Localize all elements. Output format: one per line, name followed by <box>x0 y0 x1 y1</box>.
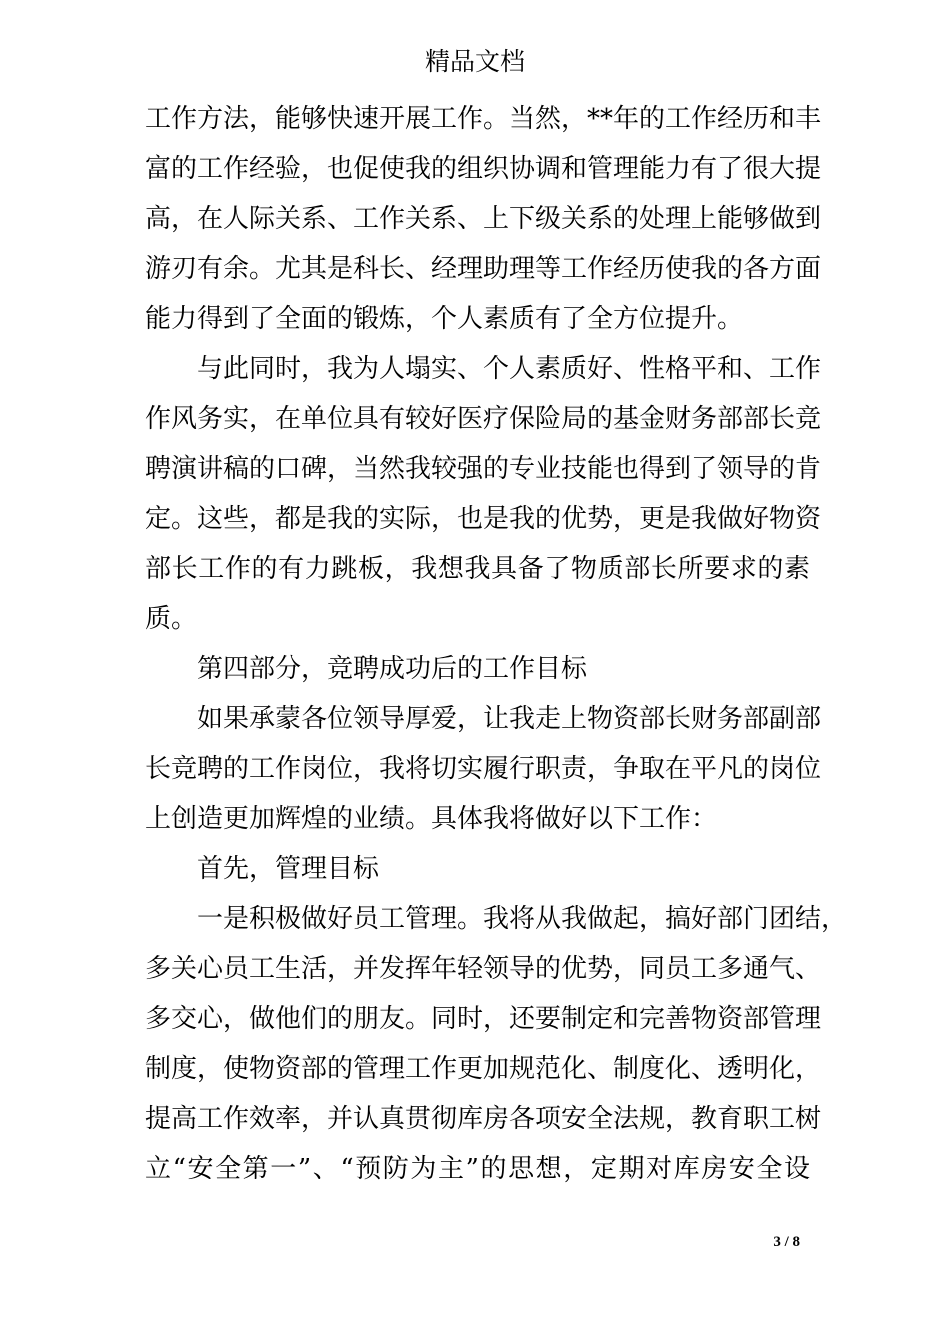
text-line: 部长工作的有力跳板，我想我具备了物质部长所要求的素 <box>145 554 810 584</box>
text-line: 长竞聘的工作岗位，我将切实履行职责，争取在平凡的岗位 <box>145 754 822 784</box>
text-line: 一是积极做好员工管理。我将从我做起，搞好部门团结， <box>197 904 848 934</box>
text-line: 首先，管理目标 <box>197 854 380 884</box>
text-line: 如果承蒙各位领导厚爱，让我走上物资部长财务部副部 <box>197 704 822 734</box>
text-line: 能力得到了全面的锻炼，个人素质有了全方位提升。 <box>145 304 744 334</box>
text-line: 高，在人际关系、工作关系、上下级关系的处理上能够做到 <box>145 204 822 234</box>
document-header-title: 精品文档 <box>424 47 525 76</box>
text-line: 多交心，做他们的朋友。同时，还要制定和完善物资部管理 <box>145 1004 822 1034</box>
text-line: 定。这些，都是我的实际，也是我的优势，更是我做好物资 <box>145 504 822 534</box>
text-line: 上创造更加辉煌的业绩。具体我将做好以下工作： <box>145 804 718 834</box>
text-line: 立“安全第一”、“预防为主”的思想，定期对库房安全设 <box>145 1154 810 1184</box>
text-line: 富的工作经验，也促使我的组织协调和管理能力有了很大提 <box>145 154 822 184</box>
text-line: 工作方法，能够快速开展工作。当然，**年的工作经历和丰 <box>145 104 822 134</box>
text-line: 聘演讲稿的口碑，当然我较强的专业技能也得到了领导的肯 <box>145 454 822 484</box>
text-line: 与此同时，我为人塌实、个人素质好、性格平和、工作 <box>197 354 822 384</box>
text-line: 第四部分，竞聘成功后的工作目标 <box>197 654 588 684</box>
text-line: 多关心员工生活，并发挥年轻领导的优势，同员工多通气、 <box>145 954 822 984</box>
text-line: 游刃有余。尤其是科长、经理助理等工作经历使我的各方面 <box>145 254 822 284</box>
text-line: 制度，使物资部的管理工作更加规范化、制度化、透明化， <box>145 1054 822 1084</box>
text-line: 作风务实，在单位具有较好医疗保险局的基金财务部部长竞 <box>145 404 822 434</box>
text-line: 质。 <box>145 604 198 634</box>
text-line: 提高工作效率，并认真贯彻库房各项安全法规，教育职工树 <box>145 1104 822 1134</box>
page-number: 3 / 8 <box>773 1234 800 1250</box>
document-body <box>145 94 848 1194</box>
